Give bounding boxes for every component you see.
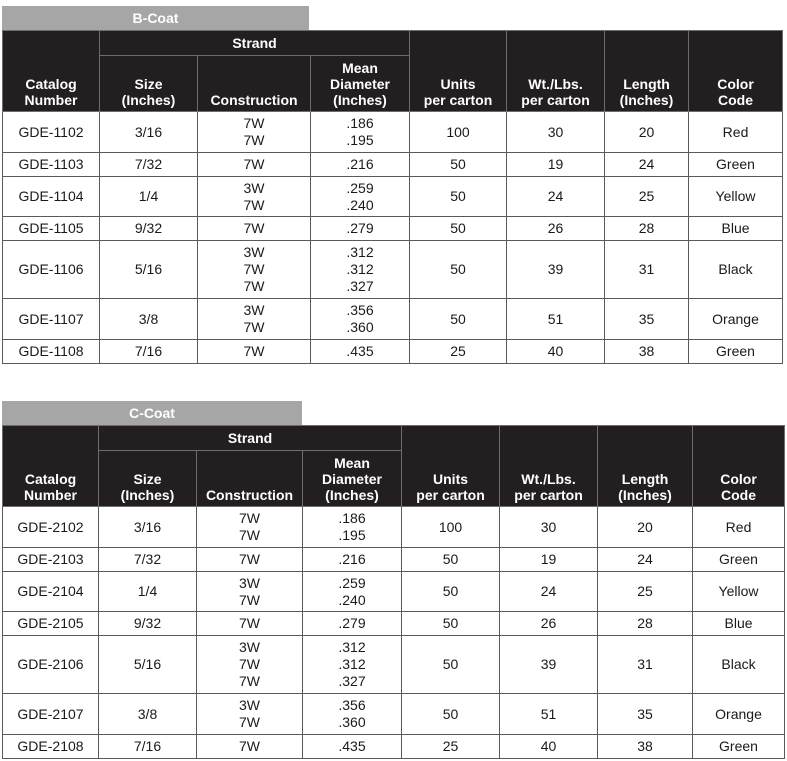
table-row xyxy=(3,299,783,340)
color-code-cell: Red xyxy=(693,507,785,548)
construction-cell: 7W xyxy=(198,340,311,364)
size-cell: 5/16 xyxy=(99,636,197,694)
mean-diameter-cell: .216 xyxy=(303,548,402,572)
table-row xyxy=(3,241,783,299)
mean-diameter-cell: .356 .360 xyxy=(303,694,402,735)
catalog-number-cell: GDE-2108 xyxy=(3,735,99,759)
b-coat-section xyxy=(2,6,782,362)
col-header-length: Length (Inches) xyxy=(605,31,689,112)
construction-cell: 7W xyxy=(198,153,311,177)
color-code-cell: Yellow xyxy=(693,572,785,612)
size-cell: 1/4 xyxy=(99,572,197,612)
col-header-length: Length (Inches) xyxy=(598,426,693,507)
weight-cell: 26 xyxy=(507,217,605,241)
col-header-construction: Construction xyxy=(198,56,311,112)
table-row xyxy=(3,572,785,612)
color-code-cell: Green xyxy=(693,735,785,759)
length-cell: 28 xyxy=(598,612,693,636)
weight-cell: 26 xyxy=(500,612,598,636)
table-row xyxy=(3,694,785,735)
size-cell: 7/32 xyxy=(100,153,198,177)
col-group-header-strand: Strand xyxy=(99,426,402,451)
construction-cell: 3W 7W xyxy=(197,572,303,612)
construction-cell: 7W xyxy=(197,612,303,636)
weight-cell: 30 xyxy=(500,507,598,548)
col-header-units: Units per carton xyxy=(410,31,507,112)
units-cell: 50 xyxy=(410,299,507,340)
catalog-number-cell: GDE-1108 xyxy=(3,340,100,364)
table-row xyxy=(3,507,785,548)
construction-cell: 7W xyxy=(198,217,311,241)
color-code-cell: Orange xyxy=(689,299,783,340)
size-cell: 3/8 xyxy=(99,694,197,735)
c-coat-spec-table xyxy=(2,425,785,759)
col-header-mean-diameter: Mean Diameter (Inches) xyxy=(303,451,402,507)
color-code-cell: Green xyxy=(689,153,783,177)
mean-diameter-cell: .259 .240 xyxy=(303,572,402,612)
col-header-mean-diameter: Mean Diameter (Inches) xyxy=(311,56,410,112)
length-cell: 31 xyxy=(605,241,689,299)
catalog-number-cell: GDE-2106 xyxy=(3,636,99,694)
construction-cell: 7W xyxy=(197,548,303,572)
color-code-cell: Yellow xyxy=(689,177,783,217)
units-cell: 50 xyxy=(402,572,500,612)
length-cell: 20 xyxy=(598,507,693,548)
units-cell: 25 xyxy=(402,735,500,759)
size-cell: 3/16 xyxy=(99,507,197,548)
construction-cell: 3W 7W xyxy=(197,694,303,735)
size-cell: 9/32 xyxy=(99,612,197,636)
catalog-number-cell: GDE-2103 xyxy=(3,548,99,572)
col-header-construction: Construction xyxy=(197,451,303,507)
col-header-size: Size (Inches) xyxy=(99,451,197,507)
length-cell: 24 xyxy=(605,153,689,177)
color-code-cell: Black xyxy=(693,636,785,694)
catalog-number-cell: GDE-1103 xyxy=(3,153,100,177)
section-tab-b-coat: B-Coat xyxy=(2,6,309,30)
col-header-units: Units per carton xyxy=(402,426,500,507)
catalog-number-cell: GDE-1107 xyxy=(3,299,100,340)
table-row xyxy=(3,636,785,694)
col-header-color-code: Color Code xyxy=(693,426,785,507)
mean-diameter-cell: .312 .312 .327 xyxy=(311,241,410,299)
size-cell: 7/32 xyxy=(99,548,197,572)
color-code-cell: Black xyxy=(689,241,783,299)
length-cell: 31 xyxy=(598,636,693,694)
col-header-weight: Wt./Lbs. per carton xyxy=(507,31,605,112)
catalog-number-cell: GDE-2107 xyxy=(3,694,99,735)
size-cell: 1/4 xyxy=(100,177,198,217)
weight-cell: 19 xyxy=(500,548,598,572)
weight-cell: 51 xyxy=(500,694,598,735)
units-cell: 50 xyxy=(410,241,507,299)
units-cell: 50 xyxy=(410,153,507,177)
size-cell: 9/32 xyxy=(100,217,198,241)
mean-diameter-cell: .279 xyxy=(311,217,410,241)
length-cell: 35 xyxy=(605,299,689,340)
mean-diameter-cell: .435 xyxy=(311,340,410,364)
weight-cell: 40 xyxy=(507,340,605,364)
weight-cell: 24 xyxy=(507,177,605,217)
weight-cell: 19 xyxy=(507,153,605,177)
weight-cell: 51 xyxy=(507,299,605,340)
color-code-cell: Red xyxy=(689,112,783,153)
length-cell: 20 xyxy=(605,112,689,153)
units-cell: 50 xyxy=(410,177,507,217)
construction-cell: 3W 7W xyxy=(198,299,311,340)
length-cell: 25 xyxy=(598,572,693,612)
table-row xyxy=(3,340,783,364)
col-header-weight: Wt./Lbs. per carton xyxy=(500,426,598,507)
table-row xyxy=(3,548,785,572)
length-cell: 38 xyxy=(605,340,689,364)
mean-diameter-cell: .356 .360 xyxy=(311,299,410,340)
size-cell: 3/8 xyxy=(100,299,198,340)
mean-diameter-cell: .259 .240 xyxy=(311,177,410,217)
color-code-cell: Green xyxy=(689,340,783,364)
mean-diameter-cell: .312 .312 .327 xyxy=(303,636,402,694)
mean-diameter-cell: .186 .195 xyxy=(303,507,402,548)
col-group-header-strand: Strand xyxy=(100,31,410,56)
mean-diameter-cell: .279 xyxy=(303,612,402,636)
construction-cell: 7W 7W xyxy=(197,507,303,548)
col-header-catalog-number: Catalog Number xyxy=(3,426,99,507)
mean-diameter-cell: .216 xyxy=(311,153,410,177)
weight-cell: 39 xyxy=(500,636,598,694)
b-coat-spec-table xyxy=(2,30,783,364)
col-header-size: Size (Inches) xyxy=(100,56,198,112)
units-cell: 50 xyxy=(402,694,500,735)
construction-cell: 3W 7W 7W xyxy=(197,636,303,694)
table-row xyxy=(3,153,783,177)
table-row xyxy=(3,612,785,636)
color-code-cell: Blue xyxy=(693,612,785,636)
size-cell: 7/16 xyxy=(99,735,197,759)
mean-diameter-cell: .435 xyxy=(303,735,402,759)
units-cell: 100 xyxy=(410,112,507,153)
col-header-catalog-number: Catalog Number xyxy=(3,31,100,112)
color-code-cell: Green xyxy=(693,548,785,572)
length-cell: 24 xyxy=(598,548,693,572)
color-code-cell: Orange xyxy=(693,694,785,735)
weight-cell: 40 xyxy=(500,735,598,759)
construction-cell: 3W 7W xyxy=(198,177,311,217)
units-cell: 50 xyxy=(402,612,500,636)
length-cell: 35 xyxy=(598,694,693,735)
catalog-number-cell: GDE-2105 xyxy=(3,612,99,636)
mean-diameter-cell: .186 .195 xyxy=(311,112,410,153)
c-coat-section xyxy=(2,401,784,757)
catalog-number-cell: GDE-2104 xyxy=(3,572,99,612)
construction-cell: 7W 7W xyxy=(198,112,311,153)
table-row xyxy=(3,735,785,759)
table-row xyxy=(3,217,783,241)
size-cell: 5/16 xyxy=(100,241,198,299)
catalog-number-cell: GDE-1106 xyxy=(3,241,100,299)
weight-cell: 39 xyxy=(507,241,605,299)
catalog-number-cell: GDE-1105 xyxy=(3,217,100,241)
construction-cell: 3W 7W 7W xyxy=(198,241,311,299)
table-row xyxy=(3,177,783,217)
weight-cell: 30 xyxy=(507,112,605,153)
length-cell: 38 xyxy=(598,735,693,759)
col-header-color-code: Color Code xyxy=(689,31,783,112)
units-cell: 100 xyxy=(402,507,500,548)
construction-cell: 7W xyxy=(197,735,303,759)
section-tab-c-coat: C-Coat xyxy=(2,401,302,425)
catalog-number-cell: GDE-2102 xyxy=(3,507,99,548)
table-row xyxy=(3,112,783,153)
units-cell: 50 xyxy=(410,217,507,241)
color-code-cell: Blue xyxy=(689,217,783,241)
units-cell: 50 xyxy=(402,636,500,694)
units-cell: 25 xyxy=(410,340,507,364)
length-cell: 28 xyxy=(605,217,689,241)
catalog-number-cell: GDE-1104 xyxy=(3,177,100,217)
catalog-number-cell: GDE-1102 xyxy=(3,112,100,153)
weight-cell: 24 xyxy=(500,572,598,612)
size-cell: 3/16 xyxy=(100,112,198,153)
size-cell: 7/16 xyxy=(100,340,198,364)
units-cell: 50 xyxy=(402,548,500,572)
length-cell: 25 xyxy=(605,177,689,217)
